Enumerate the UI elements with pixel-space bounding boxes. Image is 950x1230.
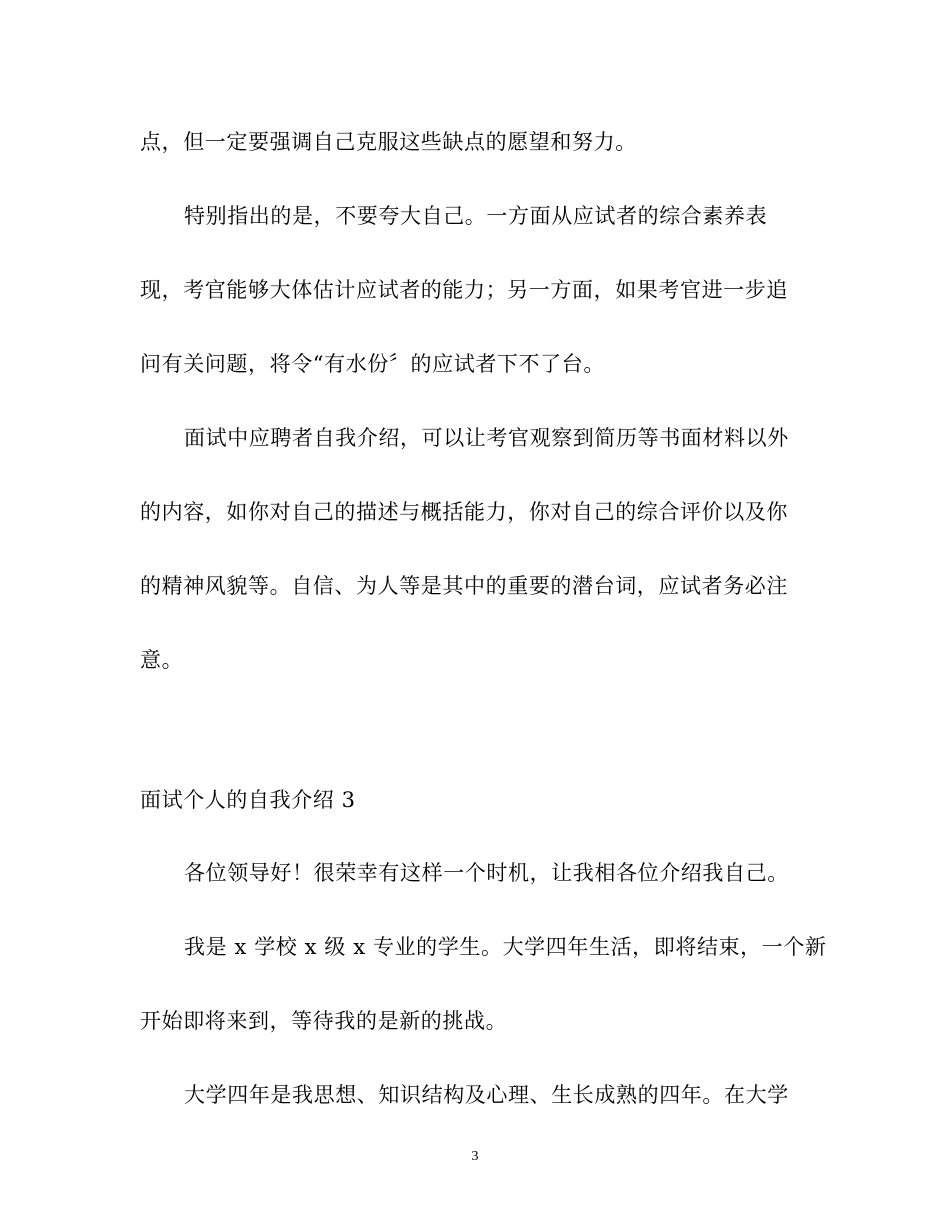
paragraph-line: 大学四年是我思想、知识结构及心理、生长成熟的四年。在大学 xyxy=(184,1083,789,1107)
paragraph-line: 点，但一定要强调自己克服这些缺点的愿望和努力。 xyxy=(140,130,637,154)
paragraph-line: 面试中应聘者自我介绍，可以让考官观察到简历等书面材料以外 xyxy=(184,426,789,450)
paragraph-line: 意。 xyxy=(140,648,184,672)
paragraph-line: 的精神风貌等。自信、为人等是其中的重要的潜台词，应试者务必注 xyxy=(140,574,788,598)
paragraph-line: 特别指出的是，不要夸大自己。一方面从应试者的综合素养表 xyxy=(184,204,768,228)
paragraph-line: 开始即将来到，等待我的是新的挑战。 xyxy=(140,1009,508,1033)
section-heading: 面试个人的自我介绍 3 xyxy=(140,788,356,812)
paragraph-line: 问有关问题，将令“有水份〞的应试者下不了台。 xyxy=(140,352,605,376)
paragraph-line: 各位领导好！很荣幸有这样一个时机，让我相各位介绍我自己。 xyxy=(184,861,789,885)
paragraph-line: 的内容，如你对自己的描述与概括能力，你对自己的综合评价以及你 xyxy=(140,500,788,524)
paragraph-line: 现，考官能够大体估计应试者的能力；另一方面，如果考官进一步追 xyxy=(140,278,788,302)
page-number: 3 xyxy=(471,1149,479,1164)
paragraph-line: 我是 x 学校 x 级 x 专业的学生。大学四年生活，即将结束，一个新 xyxy=(184,935,827,959)
